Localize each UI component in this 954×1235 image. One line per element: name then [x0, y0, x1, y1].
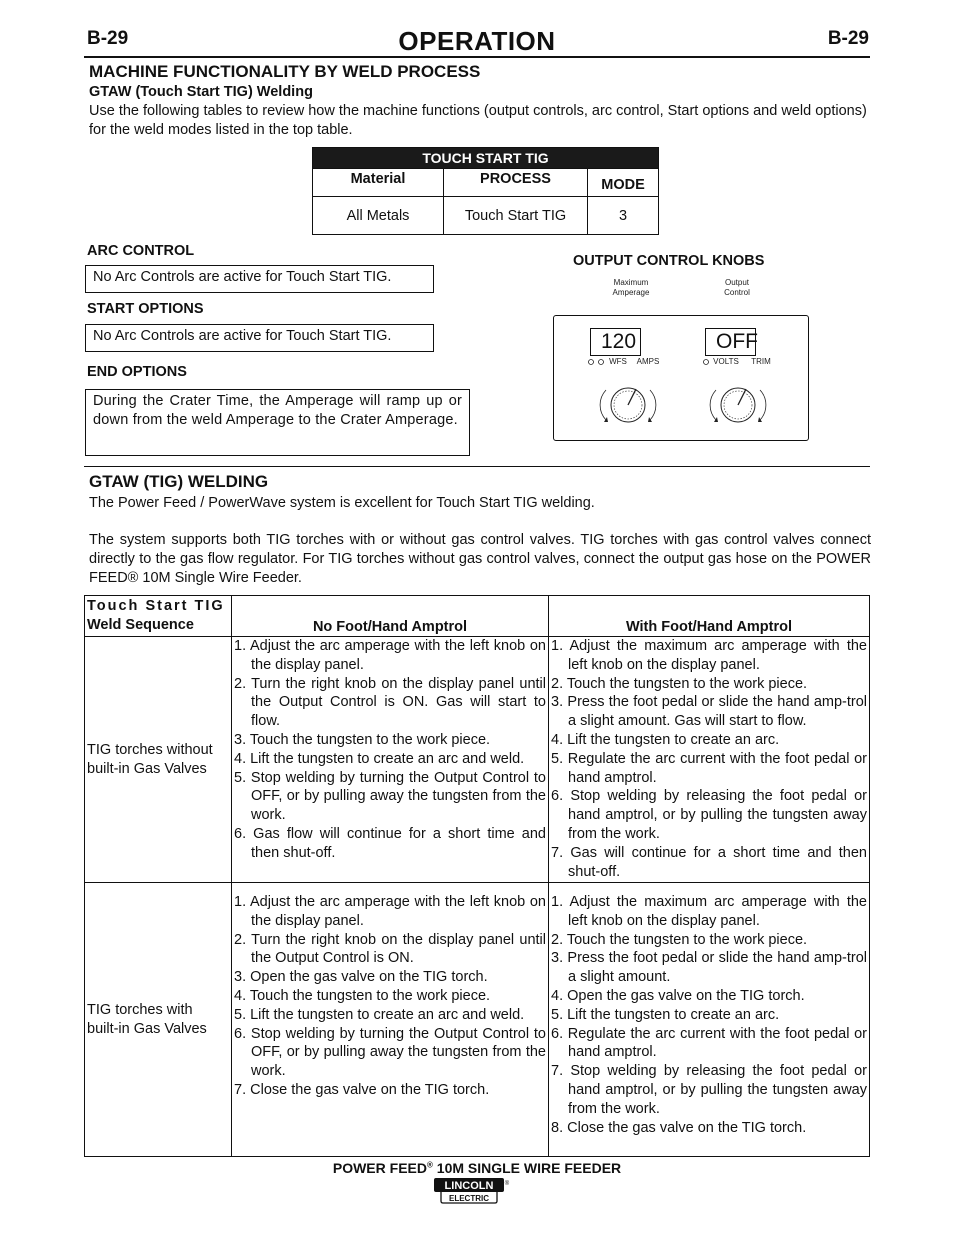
cell-material: All Metals: [313, 197, 444, 235]
list-item: 5. Stop welding by turning the Output Control to OFF, or by pulling away the tungsten from the work.: [234, 769, 546, 824]
list-item: 4. Lift the tungsten to create an arc and weld.: [234, 750, 525, 767]
wfs-led-icon: [589, 360, 594, 365]
knobs-graphic: [554, 316, 807, 439]
cell-process: Touch Start TIG: [444, 197, 588, 235]
right-display: OFF: [705, 328, 756, 356]
touch-start-table-title: TOUCH START TIG: [313, 148, 659, 169]
section-divider: [84, 466, 870, 467]
list-item: 3. Press the foot pedal or slide the hand amp-trol a slight amount. Gas will start to flow.: [551, 694, 867, 730]
list-item: 4. Touch the tungsten to the work piece.: [234, 987, 491, 1004]
left-display: 120: [590, 328, 641, 356]
trim-indicator: TRIM: [751, 357, 771, 366]
column-header-with-foot: With Foot/Hand Amptrol: [549, 596, 870, 637]
gtaw-paragraph-2: The system supports both TIG torches with or without gas control valves. TIG torches with gas control valves connect directly to the gas flow regulator. For TIG torches without gas control valves, connect the output gas hose on the POWER FEED® 10M Single Wire Feeder.: [89, 532, 871, 586]
footer-product-name: POWER FEED® 10M SINGLE WIRE FEEDER: [332, 1160, 622, 1176]
svg-text:ELECTRIC: ELECTRIC: [449, 1194, 489, 1203]
list-item: 3. Press the foot pedal or slide the hand amp-trol a slight amount.: [551, 950, 867, 986]
volts-led-icon: [704, 360, 709, 365]
column-header-no-foot: No Foot/Hand Amptrol: [232, 596, 549, 637]
list-item: 6. Stop welding by turning the Output Control to OFF, or by pulling away the tungsten from the work.: [234, 1025, 546, 1080]
output-control-caption: Output Control: [724, 278, 750, 297]
list-item: 1. Adjust the maximum arc amperage with the left knob on the display panel.: [551, 638, 867, 673]
svg-text:®: ®: [504, 1181, 510, 1187]
end-options-box: During the Crater Time, the Amperage will ramp up or down from the weld Amperage to the Crater Amperage.: [85, 389, 470, 456]
arc-control-label: ARC CONTROL: [87, 243, 195, 259]
list-item: 2. Touch the tungsten to the work piece.: [551, 675, 808, 692]
list-item: 2. Touch the tungsten to the work piece.: [551, 931, 808, 948]
wfs-indicator: WFS: [609, 357, 627, 366]
amps-indicator: AMPS: [636, 357, 660, 366]
row-label-without-valves: TIG torches without built-in Gas Valves: [85, 637, 232, 883]
link-icon: [599, 360, 604, 365]
section-intro: Use the following tables to review how the machine functions (output controls, arc control, Start options and weld options) for the weld modes listed in the top table.: [89, 103, 867, 138]
output-control-panel: [553, 278, 809, 441]
max-amperage-caption: Maximum Amperage: [612, 278, 650, 297]
list-item: 1. Adjust the maximum arc amperage with the left knob on the display panel.: [551, 894, 867, 929]
gtaw-paragraph-1: The Power Feed / PowerWave system is excellent for Touch Start TIG welding.: [89, 495, 595, 511]
column-header-mode: MODE: [588, 169, 659, 197]
list-item: 2. Turn the right knob on the display panel until the Output Control is ON. Gas will start to flow.: [234, 675, 546, 730]
list-item: 6. Regulate the arc current with the foot pedal or hand amptrol.: [551, 1025, 867, 1061]
list-item: 8. Close the gas valve on the TIG torch.: [551, 1119, 807, 1136]
page-code-left: B-29: [87, 28, 129, 49]
list-item: 7. Close the gas valve on the TIG torch.: [234, 1081, 490, 1098]
list-item: 3. Touch the tungsten to the work piece.: [234, 731, 491, 748]
steps-with-foot: [549, 637, 870, 883]
steps-with-foot: [549, 883, 870, 1157]
table-row: [85, 637, 870, 883]
list-item: 1. Adjust the arc amperage with the left knob on the display panel.: [234, 894, 546, 929]
list-item: 3. Open the gas valve on the TIG torch.: [234, 969, 488, 986]
list-item: 1. Adjust the arc amperage with the left knob on the display panel.: [234, 638, 546, 673]
start-options-label: START OPTIONS: [87, 301, 204, 317]
end-options-label: END OPTIONS: [87, 364, 187, 380]
list-item: 4. Open the gas valve on the TIG torch.: [551, 987, 805, 1004]
column-header-material: Material: [313, 169, 444, 197]
left-knob-icon: [600, 388, 656, 422]
list-item: 7. Stop welding by releasing the foot pedal or hand amptrol, or by pulling the tungsten away from the work.: [551, 1063, 867, 1117]
list-item: 6. Stop welding by releasing the foot pedal or hand amptrol, or by pulling the tungsten away from the work.: [551, 788, 867, 842]
list-item: 2. Turn the right knob on the display panel until the Output Control is ON.: [234, 931, 546, 967]
list-item: 6. Gas flow will continue for a short time and then shut-off.: [234, 825, 546, 861]
steps-no-foot: [232, 637, 549, 883]
table-row: [85, 883, 870, 1157]
weld-sequence-table: [84, 595, 870, 1157]
list-item: 5. Regulate the arc current with the foot pedal or hand amptrol.: [551, 750, 867, 786]
arc-control-box: No Arc Controls are active for Touch Start TIG.: [85, 265, 434, 293]
section-subtitle-gtaw: GTAW (Touch Start TIG) Welding: [89, 84, 313, 100]
start-options-box: No Arc Controls are active for Touch Start TIG.: [85, 324, 434, 352]
row-label-with-valves: TIG torches with built-in Gas Valves: [85, 883, 232, 1157]
list-item: 5. Lift the tungsten to create an arc.: [551, 1006, 780, 1023]
page-code-right: B-29: [827, 28, 869, 49]
list-item: 4. Lift the tungsten to create an arc.: [551, 731, 780, 748]
header-rule: [84, 56, 870, 58]
column-header-process: PROCESS: [444, 169, 588, 197]
right-knob-icon: [710, 388, 766, 422]
cell-mode: 3: [588, 197, 659, 235]
weld-sequence-header: Touch Start TIG Weld Sequence: [85, 596, 232, 637]
section-title-machine-functionality: MACHINE FUNCTIONALITY BY WELD PROCESS: [89, 62, 481, 81]
list-item: 5. Lift the tungsten to create an arc and weld.: [234, 1006, 525, 1023]
list-item: 7. Gas will continue for a short time and then shut-off.: [551, 844, 867, 880]
section-title-gtaw-tig: GTAW (TIG) WELDING: [89, 472, 269, 491]
svg-text:LINCOLN: LINCOLN: [444, 1180, 494, 1192]
volts-indicator: VOLTS: [713, 357, 739, 366]
lincoln-electric-logo: [433, 1177, 511, 1205]
page-title: OPERATION: [398, 26, 556, 56]
output-control-knobs-label: OUTPUT CONTROL KNOBS: [573, 253, 765, 269]
touch-start-table: [312, 147, 659, 235]
steps-no-foot: [232, 883, 549, 1157]
